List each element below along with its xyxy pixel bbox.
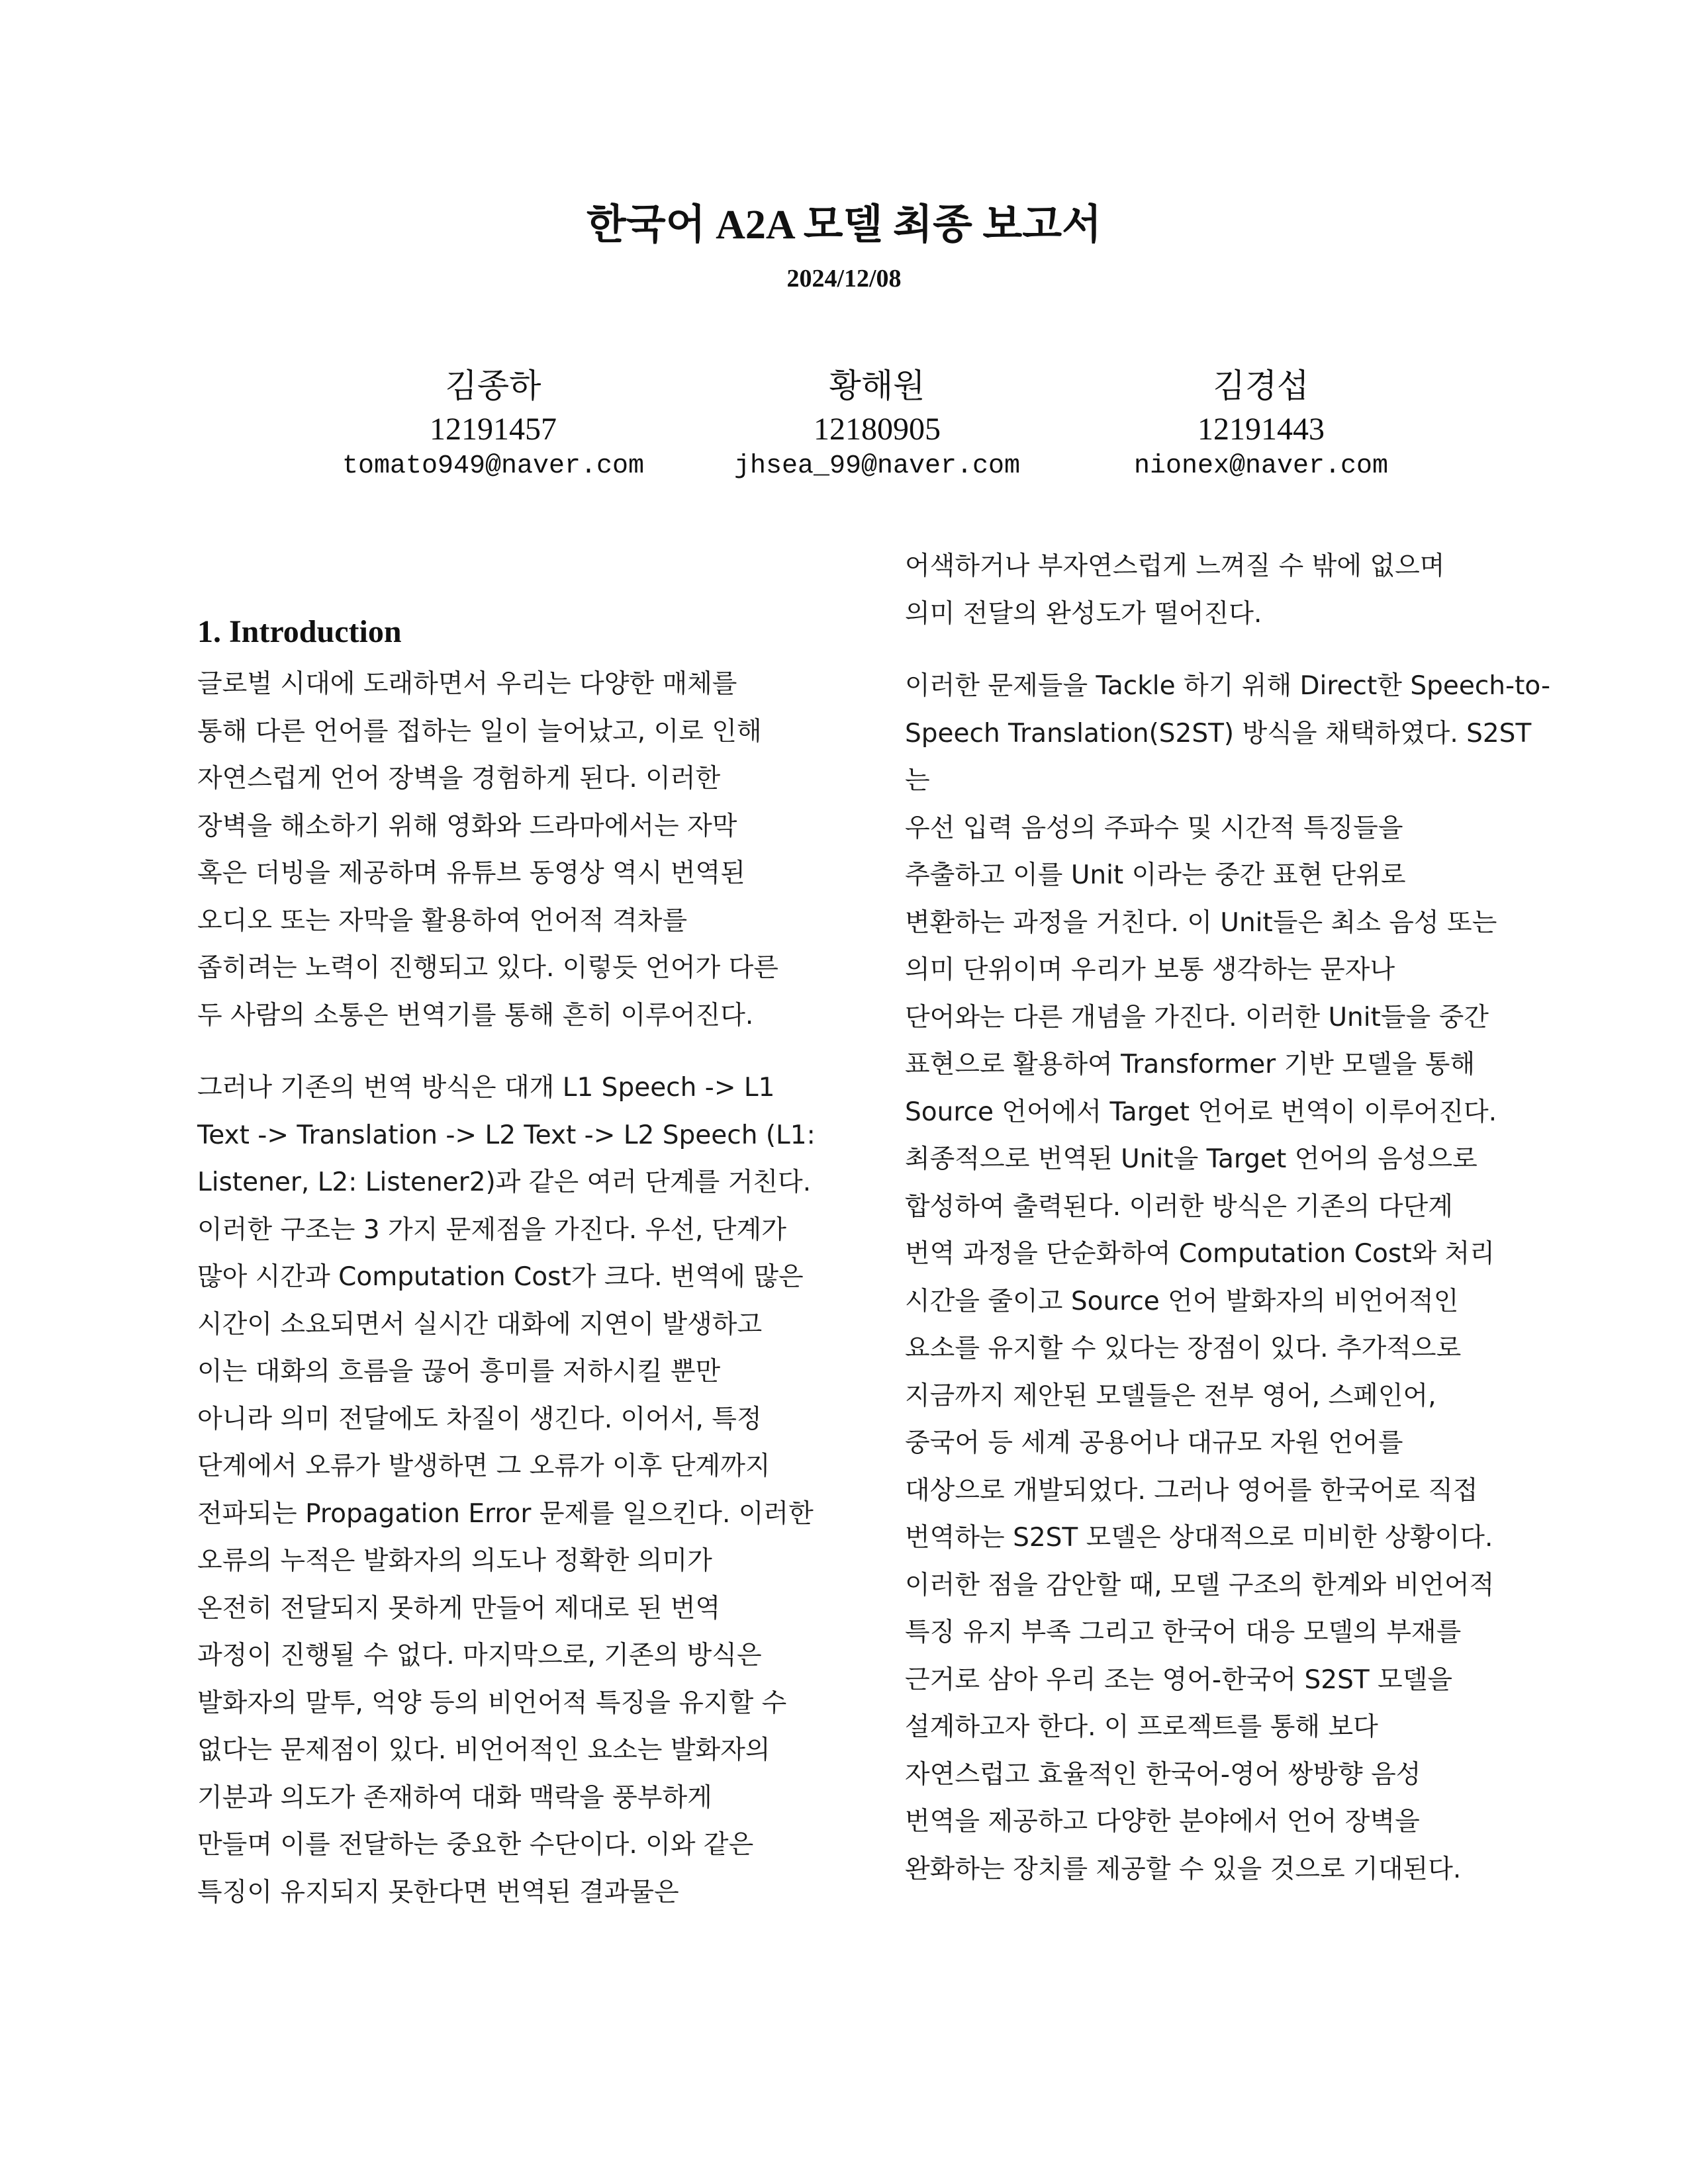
- author-name: 김경섭: [1213, 367, 1309, 405]
- author-block-3: [1056, 363, 1466, 483]
- right-column: [905, 543, 1554, 1893]
- author-email: nionex@naver.com: [1133, 451, 1389, 481]
- author-block-1: [288, 363, 698, 483]
- body-paragraph: 글로벌 시대에 도래하면서 우리는 다양한 매체를 통해 다른 언어를 접하는 일이 늘어났고, 이로 인해 자연스럽게 언어 장벽을 경험하게 된다. 이러한 장벽을 해소하기 위해 영화와 드라마에서는 자막 혹은 더빙을 제공하며 유튜브 동영상 역시 번역된 오디오 또는 자막을 활용하여 언어적 격차를 좁히려는 노력이 진행되고 있다. 이렇듯 언어가 다른 두 사람의 소통은 번역기를 통해 흔히 이루어진다.: [197, 669, 778, 1030]
- author-student-id: 12180905: [814, 412, 941, 447]
- author-email: tomato949@naver.com: [342, 451, 645, 481]
- paper-title: 한국어 A2A 모델 최종 보고서: [586, 203, 1102, 248]
- author-name: 김종하: [445, 367, 541, 405]
- body-paragraph: 그러나 기존의 번역 방식은 대개 L1 Speech -> L1 Text -> Translation -> L2 Text -> L2 Speech (L1: Listener, L2: Listener2)과 같은 여러 단계를 거친다. 이러한 구조는 3 가지 문제점을 가진다. 우선, 단계가 많아 시간과 Computation Cost가 크다. 번역에 많은 시간이 소요되면서 실시간 대화에 지연이 발생하고 이는 대화의 흐름을 끊어 흥미를 저하시킬 뿐만 아니라 의미 전달에도 차질이 생긴다. 이어서, 특정 단계에서 오류가 발생하면 그 오류가 이후 단계까지 전파되는 Propagation Error 문제를 일으킨다. 이러한 오류의 누적은 발화자의 의도나 정확한 의미가 온전히 전달되지 못하게 만들어 제대로 된 번역 과정이 진행될 수 없다. 마지막으로, 기존의 방식은 발화자의 말투, 억양 등의 비언어적 특징을 유지할 수 없다는 문제점이 있다. 비언어적인 요소는 발화자의 기분과 의도가 존재하여 대화 맥락을 풍부하게 만들며 이를 전달하는 중요한 수단이다. 이와 같은 특징이 유지되지 못한다면 번역된 결과물은: [197, 1073, 816, 1907]
- author-block-2: [672, 363, 1082, 483]
- body-paragraph: 이러한 문제들을 Tackle 하기 위해 Direct한 Speech-to- Speech Translation(S2ST) 방식을 채택하였다. S2ST는 우선 입력 음성의 주파수 및 시간적 특징들을 추출하고 이를 Unit 이라는 중간 표현 단위로 변환하는 과정을 거친다. 이 Unit들은 최소 음성 또는 의미 단위이며 우리가 보통 생각하는 문자나 단어와는 다른 개념을 가진다. 이러한 Unit들을 중간 표현으로 활용하여 Transformer 기반 모델을 통해 Source 언어에서 Target 언어로 번역이 이루어진다. 최종적으로 번역된 Unit을 Target 언어의 음성으로 합성하여 출력된다. 이러한 방식은 기존의 다단계 번역 과정을 단순화하여 Computation Cost와 처리 시간을 줄이고 Source 언어 발화자의 비언어적인 요소를 유지할 수 있다는 장점이 있다. 추가적으로 지금까지 제안된 모델들은 전부 영어, 스페인어, 중국어 등 세계 공용어나 대규모 자원 언어를 대상으로 개발되었다. 그러나 영어를 한국어로 직접 번역하는 S2ST 모델은 상대적으로 미비한 상황이다. 이러한 점을 감안할 때, 모델 구조의 한계와 비언어적 특징 유지 부족 그리고 한국어 대응 모델의 부재를 근거로 삼아 우리 조는 영어-한국어 S2ST 모델을 설계하고자 한다. 이 프로젝트를 통해 보다 자연스럽고 효율적인 한국어-영어 쌍방향 음성 번역을 제공하고 다양한 분야에서 언어 장벽을 완화하는 장치를 제공할 수 있을 것으로 기대된다.: [905, 671, 1551, 1884]
- section-heading: 1. Introduction: [197, 614, 402, 649]
- left-column: [197, 609, 833, 1916]
- paper-date: 2024/12/08: [786, 265, 902, 293]
- author-name: 황해원: [829, 367, 925, 405]
- author-email: jhsea_99@naver.com: [733, 451, 1021, 481]
- body-paragraph: 어색하거나 부자연스럽게 느껴질 수 밖에 없으며 의미 전달의 완성도가 떨어진다.: [905, 551, 1445, 629]
- author-student-id: 12191443: [1197, 412, 1325, 447]
- author-student-id: 12191457: [430, 412, 557, 447]
